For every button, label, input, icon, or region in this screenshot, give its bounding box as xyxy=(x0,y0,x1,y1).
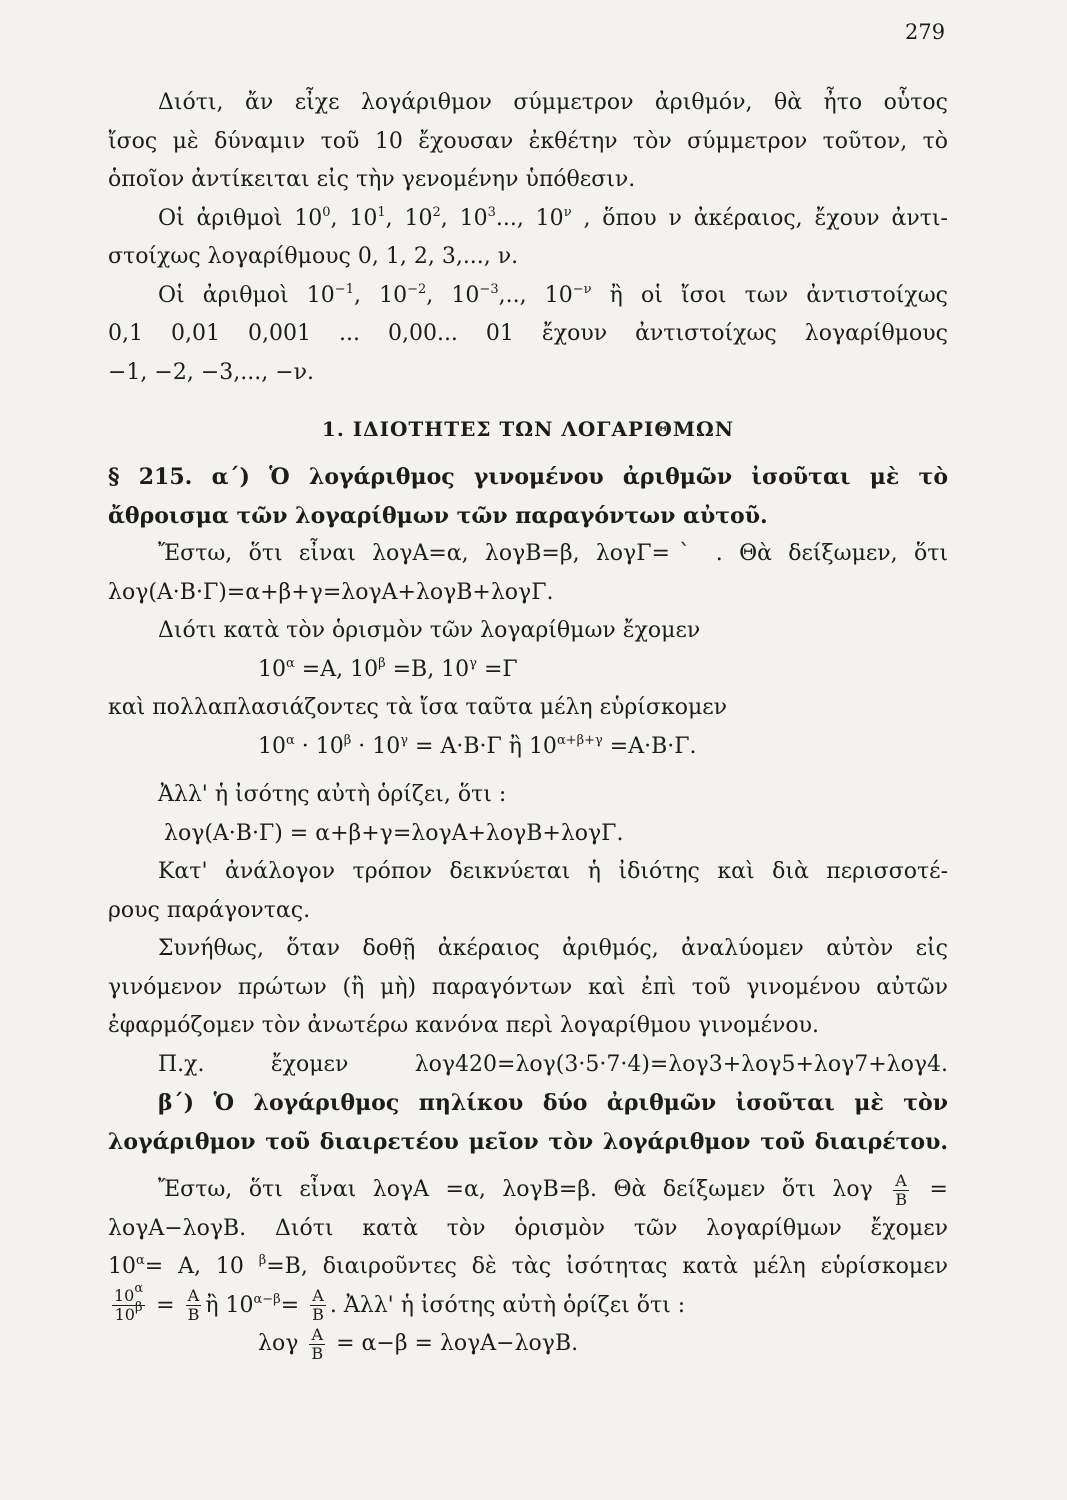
text-line: $10^\alpha =A$, $10^\beta =B$, $10^\gamma =\Gamma$ xyxy=(258,655,518,682)
text-line: γινόμενον πρώτων (ἢ μὴ) παραγόντων καὶ ἐπὶ τοῦ γινομένου αὐτῶν xyxy=(108,974,948,1000)
text-line: −1, −2, −3,..., −ν. xyxy=(108,359,315,385)
spacer xyxy=(108,1161,948,1171)
text-line: β΄) Ὁ λογάριθμος πηλίκου δύο ἀριθμῶν ἰσοῦται μὲ τὸν xyxy=(158,1090,948,1116)
text-line: Ἀλλ' ἡ ἰσότης αὐτὴ ὁρίζει, ὅτι : xyxy=(158,782,507,807)
text-line: Κατ' ἀνάλογον τρόπον δεικνύεται ἡ ἰδιότης καὶ διὰ περισσοτέ- xyxy=(158,859,948,884)
text-line: § 215. α΄) Ὁ λογάριθμος γινομένου ἀριθμῶν ἰσοῦται μὲ τὸ xyxy=(108,464,948,490)
text-line: Οἱ ἀριθμοὶ $10^0$, $10^1$, $10^2$, $10^3$..., $10^\nu$ , ὅπου ν ἀκέραιος, ἔχουν ἀντι- xyxy=(158,204,948,231)
section-heading: 1. ΙΔΙΟΤΗΤΕΣ ΤΩΝ ΛΟΓΑΡΙΘΜΩΝ xyxy=(321,417,735,441)
text-line: ἐφαρμόζομεν τὸν ἀνωτέρω κανόνα περὶ λογαρίθμου γινομένου. xyxy=(108,1013,820,1038)
text-line: λογΑ−λογΒ. Διότι κατὰ τὸν ὁρισμὸν τῶν λογαρίθμων ἔχομεν xyxy=(108,1215,948,1241)
text-line: Ἔστω, ὅτι εἶναι λογΑ=α, λογΒ=β, λογΓ=ˋ . Θὰ δείξωμεν, ὅτι xyxy=(158,541,948,566)
text-line: Διότι κατὰ τὸν ὁρισμὸν τῶν λογαρίθμων ἔχομεν xyxy=(158,618,701,643)
text-line: στοίχως λογαρίθμους 0, 1, 2, 3,..., ν. xyxy=(108,244,519,269)
text-line: λογ(Α·Β·Γ)=α+β+γ=λογΑ+λογΒ+λογΓ. xyxy=(108,579,554,605)
text-line: λογ(Α·Β·Γ) = α+β+γ=λογΑ+λογΒ+λογΓ. xyxy=(164,820,624,846)
text-line: $10^\alpha \cdot 10^\beta \cdot 10^\gamma = A\cdot B\cdot\Gamma$ ἢ $10^{\alpha+\beta+\gamma} =A\cdot B\cdot\Gamma$. xyxy=(258,732,697,759)
text-line: Διότι, ἄν εἶχε λογάριθμον σύμμετρον ἀριθμόν, θὰ ἦτο οὗτος xyxy=(158,90,948,115)
page-body xyxy=(108,84,948,1364)
text-line: καὶ πολλαπλασιάζοντες τὰ ἴσα ταῦτα μέλη εὑρίσκομεν xyxy=(108,695,728,720)
text-line: ἴσος μὲ δύναμιν τοῦ 10 ἔχουσαν ἐκθέτην τὸν σύμμετρον τοῦτον, τὸ xyxy=(108,128,948,154)
text-line: $10^\alpha= A$, 10 $^\beta$=Β, διαιροῦντες δὲ τὰς ἰσότητας κατὰ μέλη εὑρίσκομεν xyxy=(108,1253,948,1279)
text-line: Π.χ. ἔχομεν λογ420=λογ(3·5·7·4)=λογ3+λογ5+λογ7+λογ4. xyxy=(158,1051,948,1077)
text-line: ρους παράγοντας. xyxy=(108,897,311,923)
spacer xyxy=(108,766,948,776)
text-line: 0,1 0,01 0,001 ... 0,00... 01 ἔχουν ἀντιστοίχως λογαρίθμους xyxy=(108,321,948,346)
text-line: Οἱ ἀριθμοὶ $10^{-1}$, $10^{-2}$, $10^{-3}$,.., $10^{-\nu}$ ἢ οἱ ἴσοι των ἀντιστοίχως xyxy=(158,281,948,308)
page-number: 279 xyxy=(905,20,946,44)
text-line: Συνήθως, ὅταν δοθῇ ἀκέραιος ἀριθμός, ἀναλύομεν αὐτὸν εἰς xyxy=(158,936,948,961)
text-line: ἄθροισμα τῶν λογαρίθμων τῶν παραγόντων αὐτοῦ. xyxy=(108,502,768,529)
text-line: λογάριθμον τοῦ διαιρετέου μεῖον τὸν λογάριθμον τοῦ διαιρέτου. xyxy=(108,1128,948,1155)
text-line: λογ $\frac{A}{B}$ = α−β = λογΑ−λογΒ. xyxy=(258,1324,579,1363)
text-line: ὁποῖον ἀντίκειται εἰς τὴν γενομένην ὑπόθεσιν. xyxy=(108,167,636,192)
text-line: $\frac{10^\alpha}{10^\beta}$ = $\frac{A}{B}$ ἢ $10^{\alpha-\beta}=$ $\frac{A}{B}$ . Ἀλλ' ἡ ἰσότης αὐτὴ ὁρίζει ὅτι : xyxy=(114,1281,686,1324)
text-line: Ἔστω, ὅτι εἶναι λογΑ =α, λογΒ=β. Θὰ δείξωμεν ὅτι λογ $\frac{A}{B}$ = xyxy=(158,1170,948,1209)
